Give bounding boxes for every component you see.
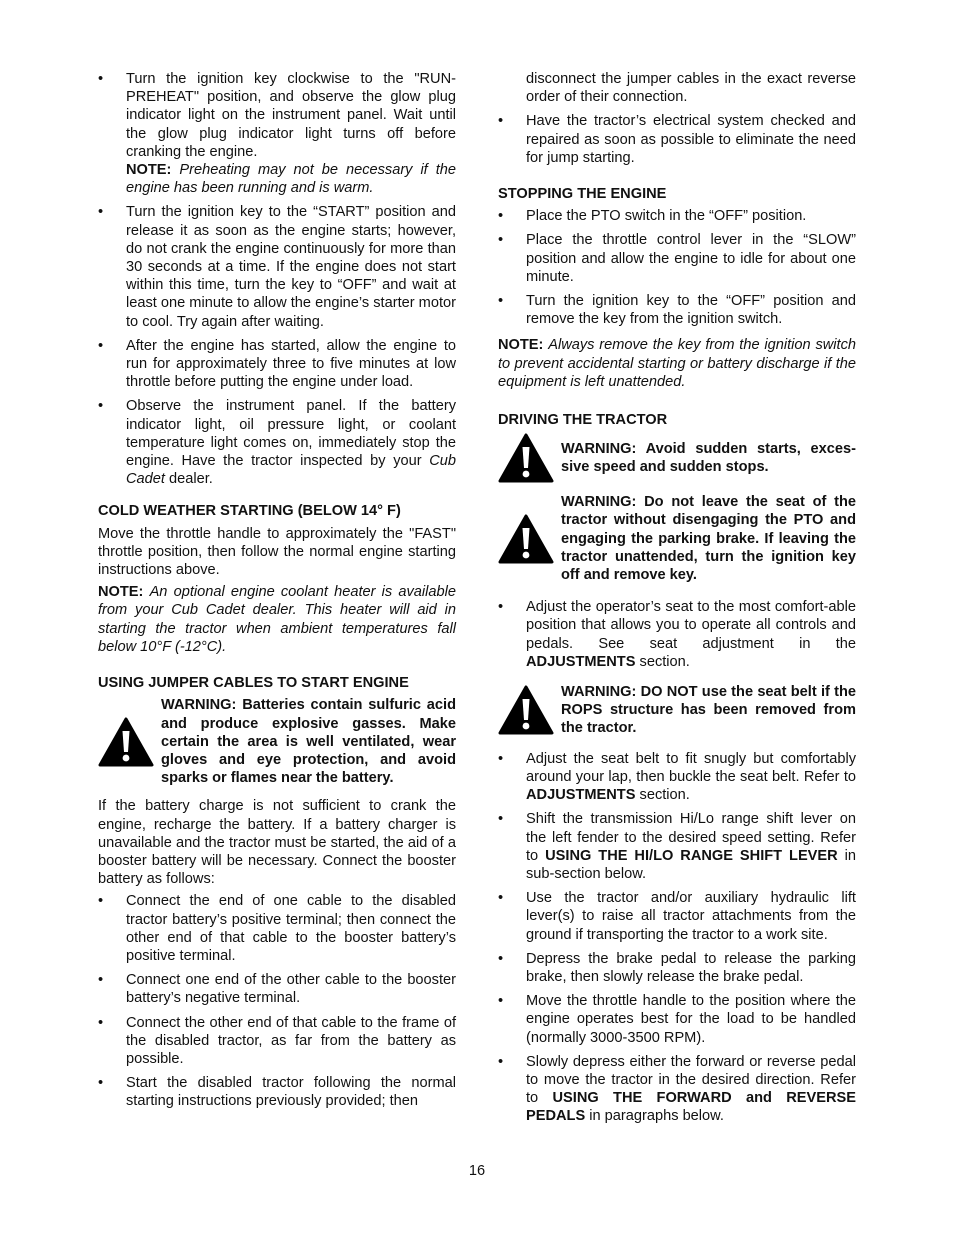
bullet-text: dealer. [169, 471, 213, 488]
bullet-text: Depress the brake pedal to release the parking brake, then slowly release the brake pedal. [526, 950, 856, 985]
warning-text: WARNING: Avoid sudden starts, exces-sive speed and sudden stops. [561, 441, 856, 476]
list-item [98, 971, 456, 1007]
bullet-text: Connect one end of the other cable to the booster battery’s negative terminal. [126, 972, 456, 1007]
continued-text: disconnect the jumper cables in the exact reverse order of their connection. [526, 71, 856, 106]
bullet-text: Have the tractor’s electrical system checked and repaired as soon as possible to eliminate the need for jump starting. [526, 113, 856, 166]
bullet-text: section. [639, 653, 690, 670]
brand-name: Cub Cadet [126, 453, 456, 488]
list-item [498, 992, 856, 1047]
list-item [498, 292, 856, 328]
warning-box [498, 683, 856, 738]
page-number: 16 [468, 1163, 486, 1179]
note-text: Preheating may not be necessary if the engine has been running and is warm. [126, 162, 456, 197]
bullet-text: in paragraphs below. [589, 1108, 724, 1125]
warning-box [498, 433, 856, 483]
warning-box [498, 493, 856, 584]
bullet-text: Start the disabled tractor following the normal starting instructions previously provided; then [126, 1075, 456, 1110]
note [98, 583, 456, 656]
list-item [498, 231, 856, 286]
warning-triangle-icon [498, 433, 554, 483]
bullet-text: Turn the ignition key to the “START” position and release it as soon as the engine starts; however, do not crank the engine continuously for more than 30 seconds at a time. If the engine does not start within this time, turn the key to “OFF” and wait at least one minute to allow the engine’s starter motor to cool. Try again after waiting. [126, 204, 456, 330]
note-label: NOTE: [498, 337, 544, 354]
warning-triangle-icon [498, 685, 554, 735]
bullet-text: Place the PTO switch in the “OFF” position. [526, 208, 807, 225]
list-item [98, 70, 456, 197]
bullet-text: Connect the other end of that cable to the frame of the disabled tractor, as far from the battery as possible. [126, 1014, 456, 1067]
bullet-text: Slowly depress either the forward or reverse pedal to move the tractor in the desired direction. Refer to [526, 1053, 856, 1107]
list-item [98, 1014, 456, 1069]
bullet-text: Observe the instrument panel. If the battery indicator light, oil pressure light, or coolant temperature light comes on, immediately stop the engine. Have the tractor inspected by your [126, 398, 456, 470]
note [498, 336, 856, 391]
list-item [498, 112, 856, 167]
list-item [498, 810, 856, 883]
list-item [98, 892, 456, 965]
bullet-text: section. [639, 787, 690, 804]
section-heading-driving: DRIVING THE TRACTOR [498, 412, 668, 429]
warning-box [98, 696, 456, 787]
bullet-text: Turn the ignition key clockwise to the "RUN-PREHEAT" position, and observe the glow plug indicator light on the instrument panel. Wait until the glow plug indicator light turns off before cranking the engine. [126, 71, 456, 160]
bullet-text: Move the throttle handle to the position where the engine operates best for the load to be handled (normally 3000-3500 RPM). [526, 993, 856, 1046]
bullet-text: Adjust the seat belt to fit snugly but comfortably around your lap, then buckle the seat belt. Refer to [526, 750, 856, 785]
bullet-text: Shift the transmission Hi/Lo range shift lever on the left fender to the desired speed setting. Refer to [526, 811, 856, 864]
note-label: NOTE: [98, 584, 144, 601]
bold-ref: USING THE FORWARD and REVERSE PEDALS [526, 1090, 856, 1125]
list-item [498, 207, 856, 225]
bullet-text: in sub-section below. [526, 847, 856, 882]
note-label: NOTE: [126, 162, 172, 179]
list-item [498, 889, 856, 944]
bullet-text: After the engine has started, allow the engine to run for approximately three to five minutes at low throttle before putting the engine under load. [126, 337, 456, 391]
list-item [498, 950, 856, 986]
section-heading-jumper-cables: USING JUMPER CABLES TO START ENGINE [98, 675, 409, 692]
warning-triangle-icon [98, 717, 154, 767]
section-heading-stopping: STOPPING THE ENGINE [498, 186, 667, 203]
list-item [98, 337, 456, 392]
warning-text: WARNING: Do not leave the seat of the tractor without disengaging the PTO and engaging the parking brake. If leaving the tractor unattended, turn the ignition key off and remove key. [561, 494, 856, 584]
section-heading-cold-weather: COLD WEATHER STARTING (BELOW 14° F) [98, 503, 401, 520]
bold-ref: ADJUSTMENTS [526, 787, 636, 804]
bullet-text: Use the tractor and/or auxiliary hydraulic lift lever(s) to raise all tractor attachments from the ground if transporting the tractor to a work site. [526, 890, 856, 943]
note-text: Always remove the key from the ignition switch to prevent accidental starting or battery discharge if the equipment is left unattended. [498, 337, 856, 390]
bullet-text: Place the throttle control lever in the “SLOW” position and allow the engine to idle for about one minute. [526, 232, 856, 285]
warning-text: WARNING: Batteries contain sulfuric acid and produce explosive gasses. Make certain the area is well ventilated, wear gloves and eye protection, and avoid sparks or flames near the battery. [161, 697, 456, 787]
warning-text: WARNING: DO NOT use the seat belt if the ROPS structure has been removed from the tractor. [561, 684, 856, 737]
paragraph: Move the throttle handle to approximately the "FAST" throttle position, then follow the normal engine starting instructions above. [98, 525, 456, 579]
bold-ref: USING THE HI/LO RANGE SHIFT LEVER [545, 847, 838, 864]
list-item [98, 397, 456, 488]
list-item [498, 598, 856, 671]
note-text: An optional engine coolant heater is available from your Cub Cadet dealer. This heater will aid in starting the tractor when ambient temperatures fall below 10°F (-12°C). [98, 584, 456, 655]
list-item [98, 203, 456, 330]
bullet-text: Turn the ignition key to the “OFF” position and remove the key from the ignition switch. [526, 293, 856, 328]
bullet-text: Connect the end of one cable to the disabled tractor battery’s positive terminal; then connect the other end of that cable to the booster battery’s positive terminal. [126, 893, 456, 964]
list-item [498, 750, 856, 805]
bullet-text: Adjust the operator’s seat to the most comfort-able position that allows you to operate all controls and pedals. See seat adjustment in the [526, 599, 856, 652]
warning-triangle-icon [498, 514, 554, 564]
right-column [498, 70, 856, 1132]
left-column [98, 70, 456, 1117]
list-item [98, 1074, 456, 1110]
paragraph: If the battery charge is not sufficient to crank the engine, recharge the battery. If a battery charger is unavailable and the tractor must be started, the aid of a booster battery will be necessary. Connect the booster battery as follows: [98, 798, 456, 888]
list-item [498, 1053, 856, 1126]
bold-ref: ADJUSTMENTS [526, 653, 636, 670]
